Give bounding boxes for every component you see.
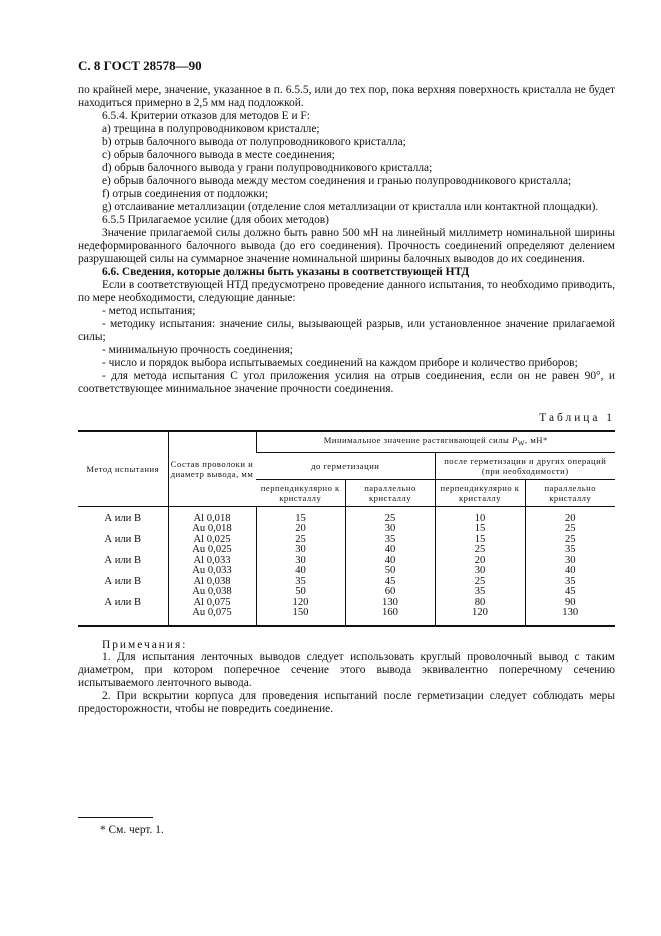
cell-wire: Au 0,033 — [168, 566, 256, 577]
section-6-6-heading: 6.6. Сведения, которые должны быть указаны в соответствующей НТД — [102, 266, 470, 278]
criterion-c: с) обрыв балочного вывода в месте соединения; — [102, 149, 335, 161]
cell-method: А или В — [104, 554, 142, 566]
cell-value: 30 — [256, 556, 345, 567]
cell-value: 10 — [435, 506, 525, 524]
criterion-d: d) обрыв балочного вывода у грани полупроводникового кристалла; — [102, 162, 433, 174]
table-row — [78, 524, 615, 535]
cell-value: 50 — [345, 566, 435, 577]
footnote: * См. черт. 1. — [100, 824, 164, 836]
cell-value: 35 — [256, 577, 345, 588]
criterion-a: а) трещина в полупроводниковом кристалле; — [102, 123, 320, 135]
table-row — [78, 556, 615, 567]
force-table — [78, 430, 615, 627]
note-2: 2. При вскрытии корпуса для проведения испытаний после герметизации следует соблюдать меры предосторожности, чтобы не повредить соединение. — [78, 689, 615, 715]
cell-wire: Al 0,033 — [168, 556, 256, 567]
header-after-sealing: после герметизации и других операций (при необходимости) — [435, 452, 615, 479]
cell-value: 150 — [256, 608, 345, 626]
table-row — [78, 587, 615, 598]
header-force — [256, 431, 615, 452]
criterion-e: е) обрыв балочного вывода между местом соединения и гранью полупроводникового кристалла; — [102, 175, 572, 187]
list-item-angle: - для метода испытания С угол приложения усилия на отрыв соединения, если он не равен 90°, и соответствующее минимальное значение прочности соединения. — [78, 370, 615, 395]
cell-value: 20 — [256, 524, 345, 535]
cell-value: 35 — [345, 535, 435, 546]
criterion-f: f) отрыв соединения от подложки; — [102, 188, 269, 200]
table-row — [78, 506, 615, 524]
cell-method: А или В — [104, 575, 142, 587]
header-force-text: Минимальное значение растягивающей силы — [323, 435, 510, 445]
clause-6-5-4: 6.5.4. Критерии отказов для методов Е и F: — [102, 110, 310, 122]
cell-value: 50 — [256, 587, 345, 598]
cell-value: 45 — [525, 587, 615, 598]
header-method: Метод испытания — [78, 431, 168, 506]
cell-wire: Au 0,075 — [168, 608, 256, 626]
cell-wire: Al 0,018 — [168, 506, 256, 524]
table-row — [78, 608, 615, 626]
criterion-b: b) отрыв балочного вывода от полупроводникового кристалла; — [102, 136, 406, 148]
header-par-after: параллельно кристаллу — [525, 479, 615, 506]
clause-6-5-5: 6.5.5 Прилагаемое усилие (для обоих методов) — [102, 214, 329, 226]
cell-value: 40 — [525, 566, 615, 577]
cell-wire: Au 0,025 — [168, 545, 256, 556]
list-item-method: - метод испытания; — [102, 305, 196, 317]
cell-value: 25 — [435, 545, 525, 556]
cell-value: 130 — [525, 608, 615, 626]
force-unit: , мН* — [525, 435, 548, 445]
cell-value: 80 — [435, 598, 525, 609]
cell-wire: Al 0,075 — [168, 598, 256, 609]
header-wire: Состав проволоки и диаметр вывода, мм — [168, 431, 256, 506]
cell-value: 35 — [525, 577, 615, 588]
note-1: 1. Для испытания ленточных выводов следует использовать круглый проволочный вывод с таким диаметром, при котором поперечное сечение этого вывода эквивалентно поперечному сечению испытываемого ленточного вывода. — [78, 650, 615, 689]
cell-wire: Al 0,038 — [168, 577, 256, 588]
cell-value: 120 — [435, 608, 525, 626]
criterion-g: g) отслаивание металлизации (отделение слоя металлизации от кристалла или контактной площадки). — [102, 201, 599, 213]
cell-value: 25 — [525, 535, 615, 546]
page-header: С. 8 ГОСТ 28578—90 — [78, 58, 202, 73]
table-row — [78, 545, 615, 556]
header-before-sealing: до герметизации — [256, 452, 435, 479]
header-par-before: параллельно кристаллу — [345, 479, 435, 506]
cell-method — [78, 608, 168, 626]
paragraph-continuation: по крайней мере, значение, указанное в п. 6.5.5, или до тех пор, пока верхняя поверхность кристалла не будет находиться примерно в 2,5 мм над подложкой. — [78, 84, 615, 109]
cell-wire: Au 0,018 — [168, 524, 256, 535]
table-row — [78, 577, 615, 588]
cell-value: 15 — [435, 535, 525, 546]
cell-value: 30 — [345, 524, 435, 535]
cell-wire: Al 0,025 — [168, 535, 256, 546]
cell-value: 30 — [435, 566, 525, 577]
cell-value: 35 — [525, 545, 615, 556]
header-perp-before: перпендикулярно к кристаллу — [256, 479, 345, 506]
cell-value: 130 — [345, 598, 435, 609]
cell-value: 15 — [435, 524, 525, 535]
cell-value: 25 — [345, 506, 435, 524]
cell-value: 40 — [256, 566, 345, 577]
cell-method: А или В — [104, 533, 142, 545]
header-perp-after: перпендикулярно к кристаллу — [435, 479, 525, 506]
section-6-6-intro: Если в соответствующей НТД предусмотрено проведение данного испытания, то необходимо приводить, по мере необходимости, следующие данные: — [78, 279, 615, 304]
cell-value: 45 — [345, 577, 435, 588]
force-symbol: P — [512, 435, 518, 445]
notes-title: Примечания: — [102, 638, 188, 651]
force-paragraph: Значение прилагаемой силы должно быть равно 500 мН на линейный миллиметр номинальной ширины недеформированного балочного вывода (до его соединения). Прочность соединений определяют делением разрушающей силы на суммарное значение номинальной ширины балочных выводов до их соединения. — [78, 227, 615, 265]
cell-value: 30 — [256, 545, 345, 556]
cell-method: А или В — [104, 512, 142, 524]
cell-value: 60 — [345, 587, 435, 598]
table-row — [78, 535, 615, 546]
cell-value: 90 — [525, 598, 615, 609]
table-row — [78, 598, 615, 609]
cell-method: А или В — [104, 596, 142, 608]
table-caption: Таблица 1 — [539, 412, 615, 424]
cell-value: 35 — [435, 587, 525, 598]
cell-value: 20 — [435, 556, 525, 567]
force-subscript: W — [517, 439, 526, 448]
table-row — [78, 566, 615, 577]
cell-value: 25 — [256, 535, 345, 546]
cell-wire: Au 0,038 — [168, 587, 256, 598]
cell-value: 160 — [345, 608, 435, 626]
list-item-methodology: - методику испытания: значение силы, вызывающей разрыв, или установленное значение прилагаемой силы; — [78, 318, 615, 343]
cell-value: 40 — [345, 545, 435, 556]
list-item-sampling: - число и порядок выбора испытываемых соединений на каждом приборе и количество приборов; — [102, 357, 578, 369]
cell-value: 30 — [525, 556, 615, 567]
cell-value: 120 — [256, 598, 345, 609]
cell-value: 20 — [525, 506, 615, 524]
cell-value: 15 — [256, 506, 345, 524]
cell-value: 25 — [435, 577, 525, 588]
cell-value: 25 — [525, 524, 615, 535]
footnote-divider — [78, 817, 153, 818]
document-page — [78, 58, 615, 716]
cell-value: 40 — [345, 556, 435, 567]
list-item-min-strength: - минимальную прочность соединения; — [102, 344, 293, 356]
